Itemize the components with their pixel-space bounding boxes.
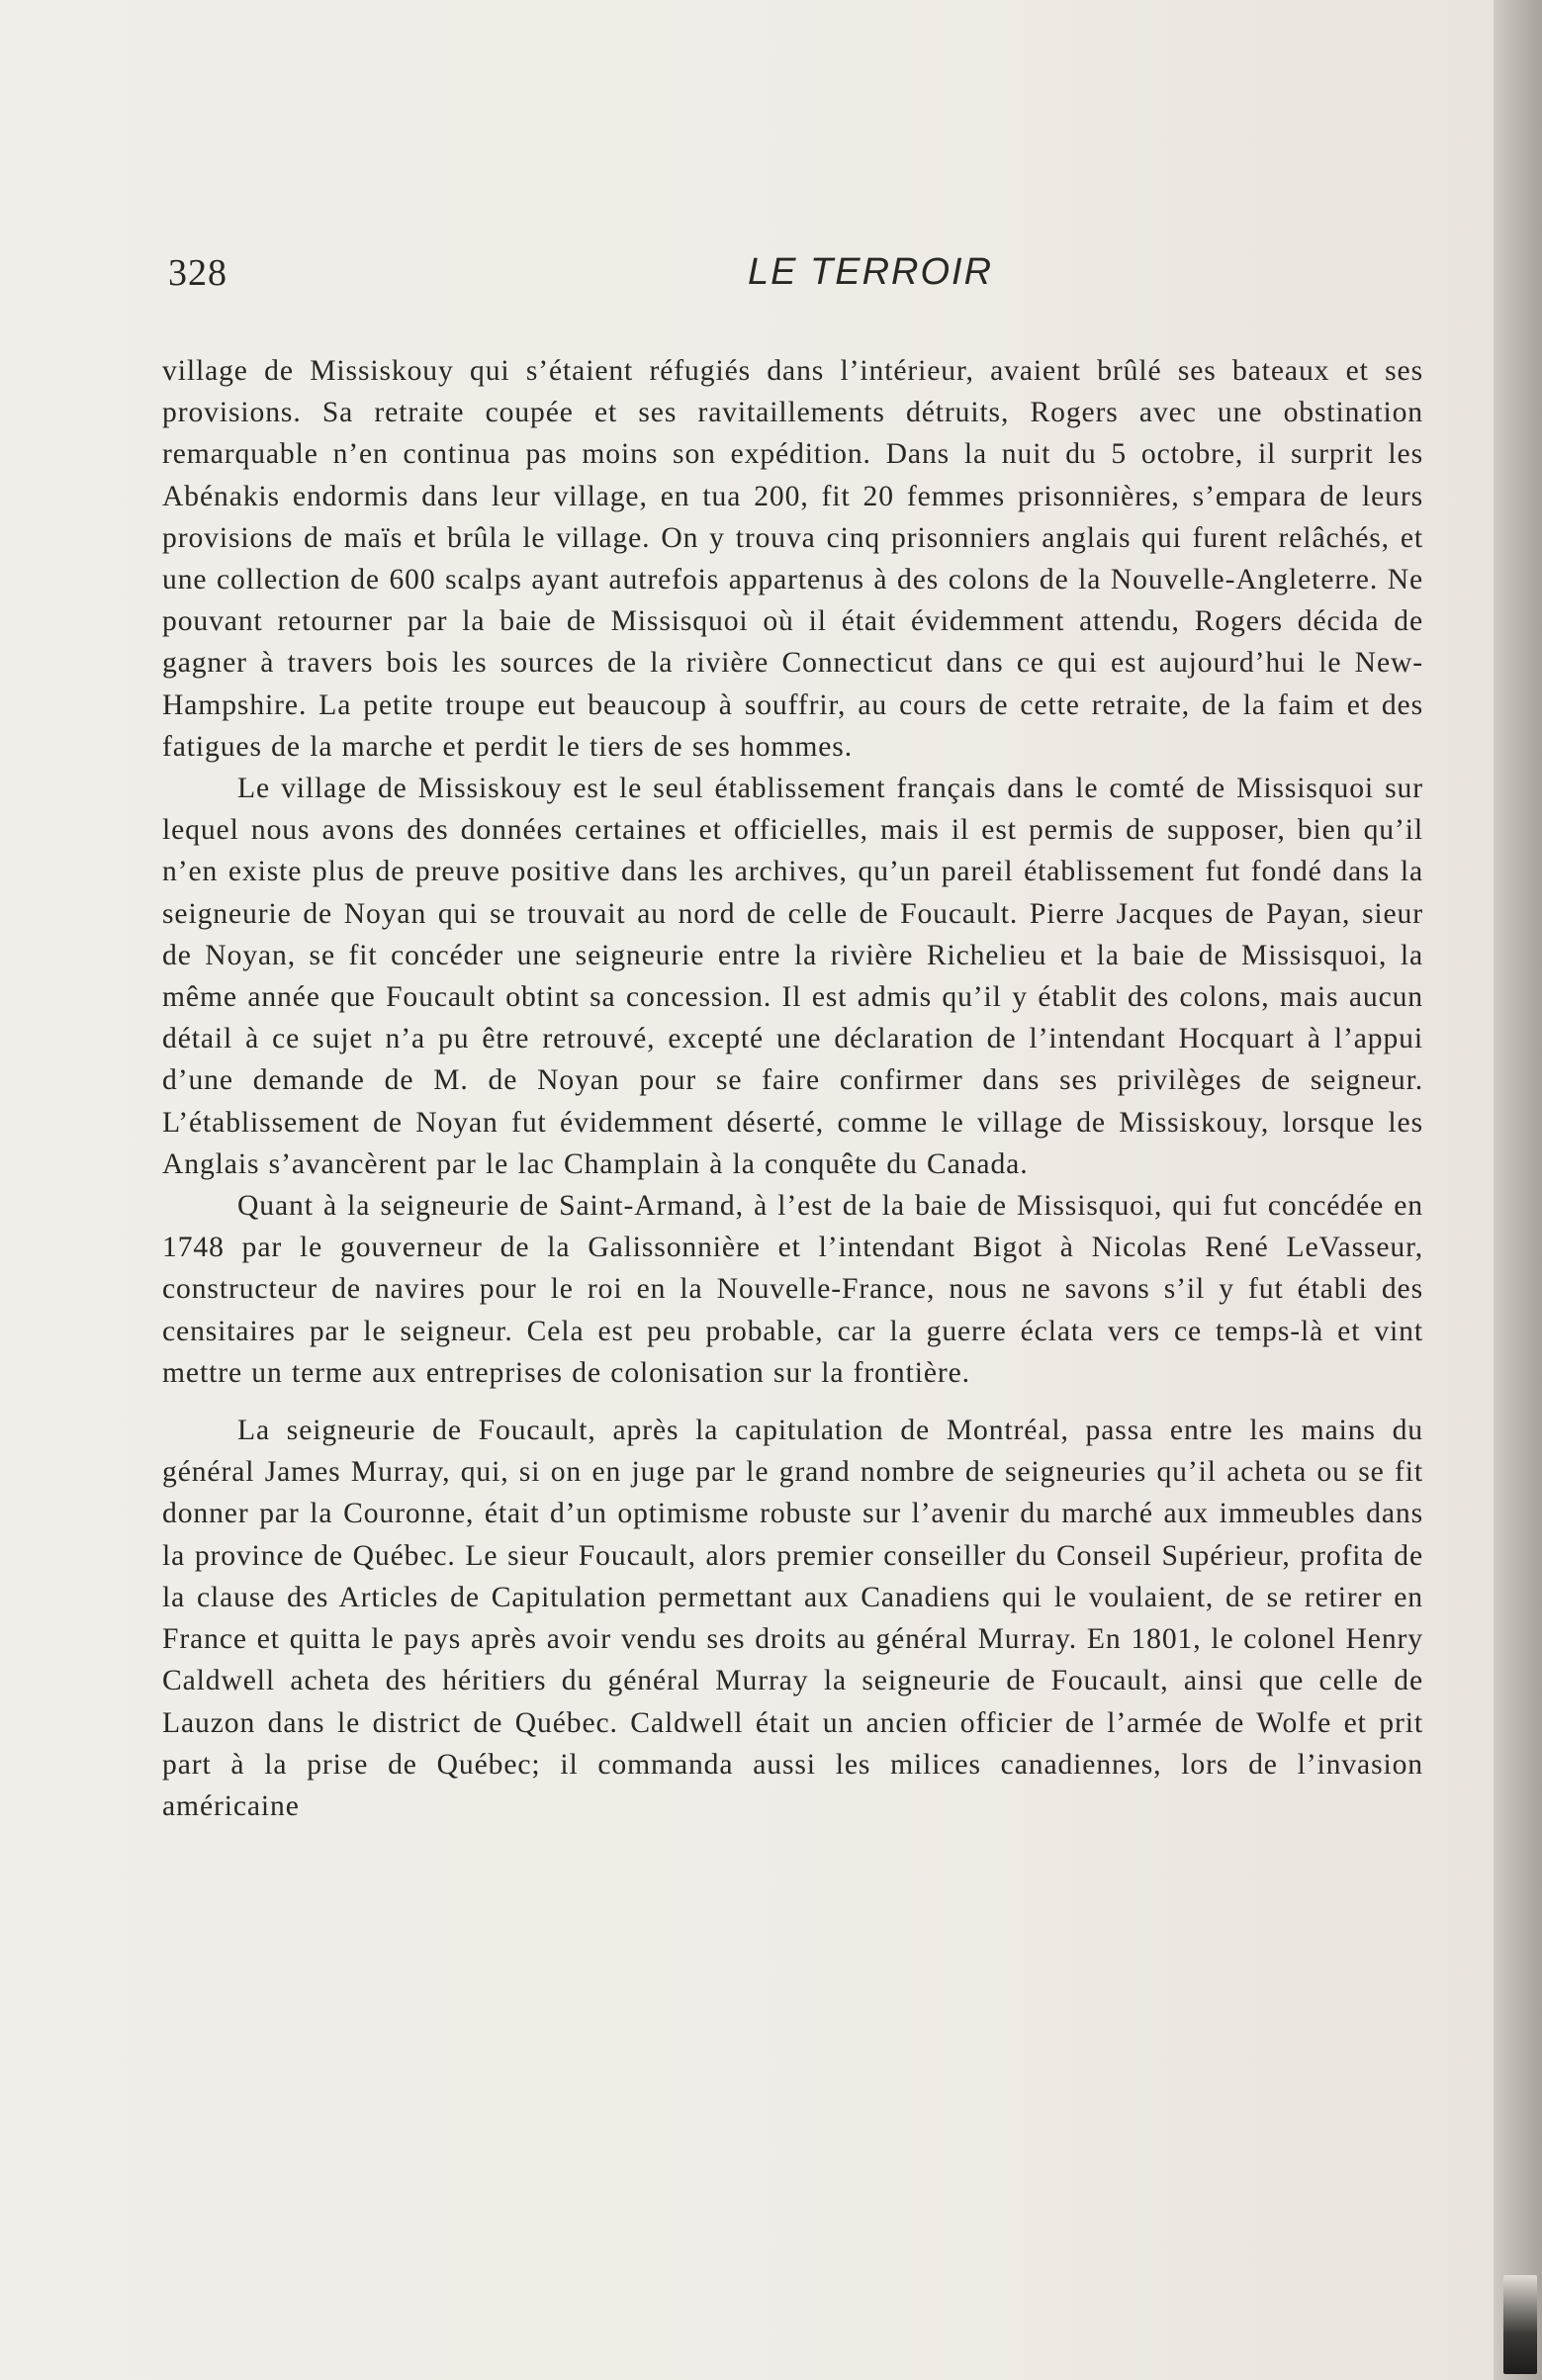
paragraph-3: Quant à la seigneurie de Saint-Armand, à l’est de la baie de Missisquoi, qui fut concédée en 1748 par le gouverneur de la Galissonnière et l’intendant Bigot à Nicolas René LeVasseur, constructeur de navires pour le roi en la Nouvelle-France, nous ne savons s’il y fut établi des censitaires par le seigneur. Cela est peu probable, car la guerre éclata vers ce temps-là et vint mettre un terme aux entreprises de colonisation sur la frontière. [162, 1190, 1423, 1389]
page-number: 328 [168, 252, 227, 294]
paragraph-1: village de Missiskouy qui s’étaient réfugiés dans l’intérieur, avaient brûlé ses bateaux et ses provisions. Sa retraite coupée et ses ravitaillements détruits, Rogers avec une obstination remarquable n’en continua pas moins son expédition. Dans la nuit du 5 octobre, il surprit les Abénakis endormis dans leur village, en tua 200, fit 20 femmes prisonnières, s’empara de leurs provisions de maïs et brûla le village. On y trouva cinq prisonniers anglais qui furent relâchés, et une collection de 600 scalps ayant autrefois appartenus à des colons de la Nouvelle-Angleterre. Ne pouvant retourner par la baie de Missisquoi où il était évidemment attendu, Rogers décida de gagner à travers bois les sources de la rivière Connecticut dans ce qui est aujourd’hui le New-Hampshire. La petite troupe eut beaucoup à souffrir, au cours de cette retraite, de la faim et des fatigues de la marche et perdit le tiers de ses hommes. [162, 355, 1423, 763]
body-text [162, 350, 1423, 1827]
paragraph-4: La seigneurie de Foucault, après la capitulation de Montréal, passa entre les mains du général James Murray, qui, si on en juge par le grand nombre de seigneuries qu’il acheta ou se fit donner par la Couronne, était d’un optimisme robuste sur l’avenir du marché aux immeubles dans la province de Québec. Le sieur Foucault, alors premier conseiller du Conseil Supérieur, profita de la clause des Articles de Capitulation permettant aux Canadiens qui le voulaient, de se retirer en France et quitta le pays après avoir vendu ses droits au général Murray. En 1801, le colonel Henry Caldwell acheta des héritiers du général Murray la seigneurie de Foucault, ainsi que celle de Lauzon dans le district de Québec. Caldwell était un ancien officier de l’armée de Wolfe et prit part à la prise de Québec; il commanda aussi les milices canadiennes, lors de l’invasion américaine [162, 1415, 1423, 1822]
page-edge [1494, 0, 1542, 2380]
running-head [168, 251, 1434, 301]
page-edge-mark [1503, 2275, 1537, 2374]
running-title: LE TERROIR [747, 251, 994, 293]
paragraph-2: Le village de Missiskouy est le seul établissement français dans le comté de Missisquoi sur lequel nous avons des données certaines et officielles, mais il est permis de supposer, bien qu’il n’en existe plus de preuve positive dans les archives, qu’un pareil établissement fut fondé dans la seigneurie de Noyan qui se trouvait au nord de celle de Foucault. Pierre Jacques de Payan, sieur de Noyan, se fit concéder une seigneurie entre la rivière Richelieu et la baie de Missisquoi, la même année que Foucault obtint sa concession. Il est admis qu’il y établit des colons, mais aucun détail à ce sujet n’a pu être retrouvé, excepté une déclaration de l’intendant Hocquart à l’appui d’une demande de M. de Noyan pour se faire confirmer dans ses privilèges de seigneur. L’établissement de Noyan fut évidemment déserté, comme le village de Missiskouy, lorsque les Anglais s’avancèrent par le lac Champlain à la conquête du Canada. [162, 773, 1423, 1180]
